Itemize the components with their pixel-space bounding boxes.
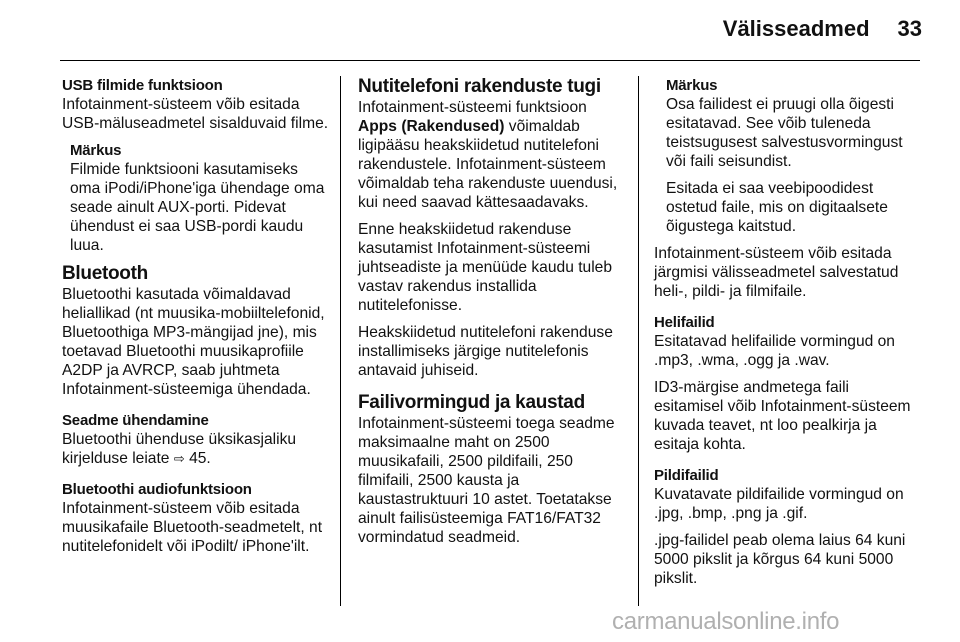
- apps-heading: Nutitelefoni rakenduste tugi: [358, 76, 601, 97]
- files-note: [666, 76, 922, 236]
- usb-note: [70, 141, 330, 255]
- header-title: Välisseadmed: [722, 16, 870, 41]
- usb-heading: USB filmide funktsioon: [62, 77, 223, 94]
- column-divider-2: [638, 76, 639, 606]
- column-divider-1: [340, 76, 341, 606]
- image-files-heading: Pildifailid: [654, 467, 719, 484]
- usb-text: Infotainment-süsteem võib esitada USB-mäluseadmetel sisalduvaid filme.: [62, 96, 329, 132]
- bluetooth-heading: Bluetooth: [62, 263, 148, 284]
- page-ref-arrow-icon: ⇨: [173, 451, 185, 466]
- apps-text: Infotainment-süsteemi funktsioon Apps (Rakendused) võimaldab ligipääsu heakskiidetud nutitelefoni rakendustele. Infotainment-süsteem võimaldab teha rakenduste uuendusi, kui need saavad kättesaadavaks.: [358, 99, 618, 211]
- files-intro: Infotainment-süsteem võib esitada järgmisi välisseadmetel salvestatud heli-, pildi- ja filmifaile.: [654, 245, 899, 300]
- note-label: Märkus: [666, 77, 718, 94]
- apps-text-3: Heakskiidetud nutitelefoni rakenduse installimiseks järgige nutitelefonis antavaid juhiseid.: [358, 324, 613, 379]
- note-text-2: Esitada ei saa veebipoodidest ostetud faile, mis on digitaalsete õigustega kaitstud.: [666, 180, 888, 235]
- header-rule: [60, 60, 920, 61]
- watermark: carmanualsonline.info: [612, 608, 840, 635]
- audio-files-text-2: ID3-märgise andmetega faili esitamisel võib Infotainment-süsteem kuvada teavet, nt loo pealkirja ja esitaja kohta.: [654, 379, 911, 453]
- pairing-text: Bluetoothi ühenduse üksikasjaliku kirjelduse leiate ⇨ 45.: [62, 431, 297, 467]
- note-label: Märkus: [70, 142, 122, 159]
- bt-audio-text: Infotainment-süsteem võib esitada muusikafaile Bluetooth-seadmetelt, nt nutitelefonidelt või iPodilt/ iPhone'ilt.: [62, 500, 323, 555]
- note-text: Filmide funktsiooni kasutamiseks oma iPodi/iPhone'iga ühendage oma seade ainult AUX-porti. Pidevat ühendust ei saa USB-pordi kaudu luua.: [70, 161, 325, 254]
- page-ref-link[interactable]: 45.: [189, 450, 211, 467]
- note-text-1: Osa failidest ei pruugi olla õigesti esitatavad. See võib tuleneda teistsugusest salvestusvormingust või faili seisundist.: [666, 96, 903, 170]
- formats-text: Infotainment-süsteemi toega seadme maksimaalne maht on 2500 muusikafaili, 2500 pildifaili, 250 filmifaili, 2500 kausta ja kaustastruktuuri 10 astet. Toetatakse ainult failisüsteemiga FAT16/FAT32 vormindatud seadmeid.: [358, 415, 615, 546]
- column-2: [358, 76, 624, 547]
- bluetooth-text: Bluetoothi kasutada võimaldavad heliallikad (nt muusika-mobiiltelefonid, Bluetoothiga MP3-mängijad jne), mis toetavad Bluetoothi muusikaprofiile A2DP ja AVRCP, saab juhtmeta Infotainment-süsteemiga ühendada.: [62, 286, 325, 398]
- audio-files-text: Esitatavad helifailide vormingud on .mp3, .wma, .ogg ja .wav.: [654, 333, 895, 369]
- apps-menu-name: Apps (Rakendused): [358, 118, 505, 135]
- column-1: [62, 76, 330, 556]
- column-3: [654, 76, 922, 588]
- pairing-heading: Seadme ühendamine: [62, 412, 209, 429]
- apps-text-2: Enne heakskiidetud rakenduse kasutamist Infotainment-süsteemi juhtseadiste ja menüüde kaudu tuleb vastav rakendus installida nutitelefonisse.: [358, 221, 613, 314]
- image-files-text-2: .jpg-failidel peab olema laius 64 kuni 5000 pikslit ja kõrgus 64 kuni 5000 pikslit.: [654, 532, 906, 587]
- formats-heading: Failivormingud ja kaustad: [358, 392, 585, 413]
- audio-files-heading: Helifailid: [654, 314, 715, 331]
- bt-audio-heading: Bluetoothi audiofunktsioon: [62, 481, 252, 498]
- page-number: 33: [897, 16, 922, 41]
- image-files-text: Kuvatavate pildifailide vormingud on .jpg, .bmp, .png ja .gif.: [654, 486, 904, 522]
- page-header: [723, 16, 922, 42]
